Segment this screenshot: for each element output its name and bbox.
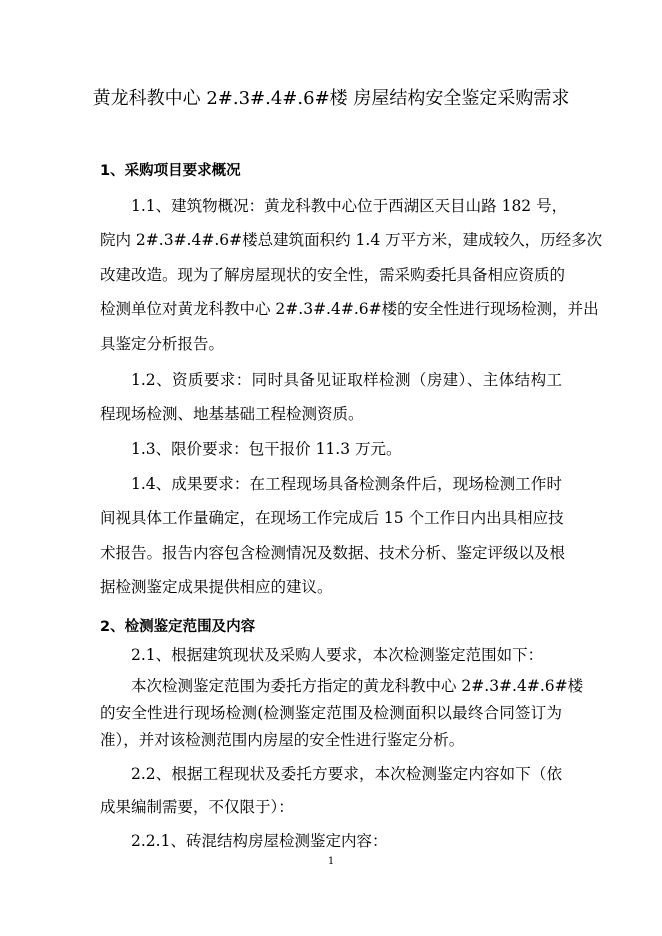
paragraph-line: 1.4、成果要求：在工程现场具备检测条件后，现场检测工作时 [131,475,562,493]
paragraph-line: 成果编制需要，不仅限于）： [100,798,294,816]
page-number: 1 [327,856,335,867]
section-1-heading: 1、采购项目要求概况 [100,163,241,179]
section-2-heading: 2、检测鉴定范围及内容 [100,619,256,635]
paragraph-line: 的安全性进行现场检测(检测鉴定范围及检测面积以最终合同签订为 [100,704,562,722]
paragraph-line: 据检测鉴定成果提供相应的建议。 [100,578,333,596]
paragraph-line: 间视具体工作量确定，在现场工作完成后 15 个工作日内出具相应技 [100,509,564,527]
paragraph-line: 2.2、根据工程现状及委托方要求，本次检测鉴定内容如下（依 [131,765,562,783]
paragraph-line: 1.1、建筑物概况：黄龙科教中心位于西湖区天目山路 182 号， [131,197,568,215]
paragraph-line: 1.2、资质要求：同时具备见证取样检测（房建）、主体结构工 [131,371,562,389]
paragraph-line: 本次检测鉴定范围为委托方指定的黄龙科教中心 2#.3#.4#.6#楼 [131,677,584,695]
paragraph-line: 1.3、限价要求：包干报价 11.3 万元。 [131,440,402,458]
paragraph-line: 2.1、根据建筑现状及采购人要求，本次检测鉴定范围如下： [131,646,544,664]
paragraph-line: 检测单位对黄龙科教中心 2#.3#.4#.6#楼的安全性进行现场检测，并出 [100,300,599,318]
paragraph-line: 具鉴定分析报告。 [100,335,225,353]
document-title: 黄龙科教中心 2#.3#.4#.6#楼 房屋结构安全鉴定采购需求 [92,88,570,109]
paragraph-line: 程现场检测、地基基础工程检测资质。 [100,405,364,423]
paragraph-line: 改建改造。现为了解房屋现状的安全性，需采购委托具备相应资质的 [100,266,566,284]
paragraph-line: 准），并对该检测范围内房屋的安全性进行鉴定分析。 [100,731,465,749]
paragraph-line: 术报告。报告内容包含检测情况及数据、技术分析、鉴定评级以及根 [100,544,566,562]
paragraph-line: 2.2.1、砖混结构房屋检测鉴定内容： [131,832,388,850]
paragraph-line: 院内 2#.3#.4#.6#楼总建筑面积约 1.4 万平方米，建成较久，历经多次 [100,231,603,249]
